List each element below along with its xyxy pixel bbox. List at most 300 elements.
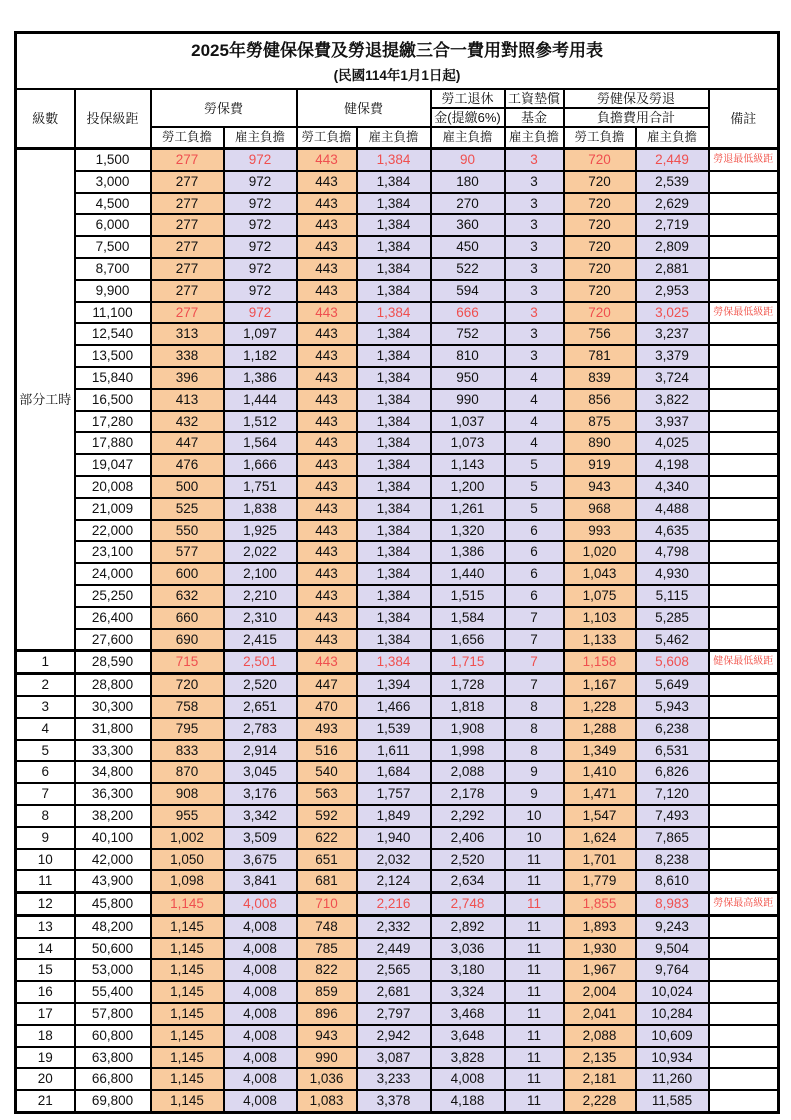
table-row: [16, 520, 779, 542]
header-pension-employer: 雇主負擔: [431, 127, 505, 149]
cell-total-employer: 5,943: [636, 696, 709, 718]
cell-pension-employer: 270: [431, 193, 505, 215]
cell-labor-employer: 3,509: [224, 827, 297, 849]
cell-pension-employer: 1,656: [431, 629, 505, 651]
cell-remark: [709, 740, 779, 762]
cell-health-employer: 2,032: [357, 849, 431, 871]
cell-pension-employer: 2,292: [431, 805, 505, 827]
cell-bracket: 20,008: [75, 476, 151, 498]
cell-wage-fund-employer: 3: [505, 171, 564, 193]
cell-level: 21: [16, 1090, 75, 1112]
cell-health-employer: 1,384: [357, 432, 431, 454]
fee-reference-table: [14, 31, 780, 1114]
cell-health-employer: 1,384: [357, 411, 431, 433]
cell-remark: [709, 696, 779, 718]
cell-health-employee: 443: [297, 193, 357, 215]
cell-health-employee: 443: [297, 585, 357, 607]
cell-wage-fund-employer: 3: [505, 193, 564, 215]
cell-total-employee: 1,043: [564, 563, 636, 585]
cell-total-employer: 4,340: [636, 476, 709, 498]
cell-remark: [709, 323, 779, 345]
cell-remark: [709, 674, 779, 696]
cell-labor-employee: 525: [151, 498, 224, 520]
cell-health-employer: 3,233: [357, 1068, 431, 1090]
cell-pension-employer: 1,818: [431, 696, 505, 718]
cell-health-employer: 1,384: [357, 607, 431, 629]
cell-total-employee: 720: [564, 193, 636, 215]
cell-bracket: 7,500: [75, 236, 151, 258]
cell-labor-employee: 715: [151, 651, 224, 674]
cell-labor-employer: 3,342: [224, 805, 297, 827]
cell-remark: [709, 411, 779, 433]
cell-labor-employee: 795: [151, 718, 224, 740]
cell-pension-employer: 810: [431, 345, 505, 367]
cell-total-employer: 8,983: [636, 893, 709, 916]
cell-total-employee: 781: [564, 345, 636, 367]
table-body: [16, 149, 779, 1113]
cell-bracket: 57,800: [75, 1003, 151, 1025]
cell-labor-employee: 338: [151, 345, 224, 367]
cell-wage-fund-employer: 11: [505, 1090, 564, 1112]
cell-health-employer: 1,384: [357, 193, 431, 215]
cell-total-employee: 1,075: [564, 585, 636, 607]
cell-total-employer: 7,493: [636, 805, 709, 827]
cell-total-employer: 4,025: [636, 432, 709, 454]
cell-health-employee: 443: [297, 280, 357, 302]
cell-labor-employer: 2,520: [224, 674, 297, 696]
cell-level: 15: [16, 959, 75, 981]
cell-remark: [709, 432, 779, 454]
cell-labor-employee: 500: [151, 476, 224, 498]
cell-health-employee: 443: [297, 476, 357, 498]
cell-health-employer: 1,384: [357, 563, 431, 585]
cell-level: 11: [16, 870, 75, 892]
cell-labor-employee: 277: [151, 258, 224, 280]
table-row: [16, 345, 779, 367]
cell-pension-employer: 3,324: [431, 981, 505, 1003]
cell-bracket: 31,800: [75, 718, 151, 740]
cell-labor-employee: 413: [151, 389, 224, 411]
cell-labor-employer: 2,415: [224, 629, 297, 651]
table-row: [16, 541, 779, 563]
cell-labor-employee: 660: [151, 607, 224, 629]
cell-total-employee: 2,041: [564, 1003, 636, 1025]
cell-pension-employer: 2,892: [431, 915, 505, 937]
cell-level: 10: [16, 849, 75, 871]
cell-bracket: 40,100: [75, 827, 151, 849]
cell-pension-employer: 1,728: [431, 674, 505, 696]
cell-remark: [709, 870, 779, 892]
table-row: [16, 236, 779, 258]
cell-remark: [709, 938, 779, 960]
cell-labor-employee: 313: [151, 323, 224, 345]
cell-health-employee: 896: [297, 1003, 357, 1025]
cell-labor-employee: 870: [151, 761, 224, 783]
cell-health-employee: 1,036: [297, 1068, 357, 1090]
cell-health-employee: 443: [297, 651, 357, 674]
cell-labor-employer: 972: [224, 214, 297, 236]
cell-total-employer: 6,826: [636, 761, 709, 783]
cell-total-employer: 2,953: [636, 280, 709, 302]
table-row: [16, 1090, 779, 1112]
cell-remark: [709, 1090, 779, 1112]
cell-health-employer: 3,378: [357, 1090, 431, 1112]
cell-health-employee: 990: [297, 1047, 357, 1069]
cell-health-employer: 1,384: [357, 149, 431, 171]
cell-pension-employer: 450: [431, 236, 505, 258]
cell-total-employer: 4,488: [636, 498, 709, 520]
cell-pension-employer: 3,180: [431, 959, 505, 981]
cell-remark: [709, 280, 779, 302]
cell-labor-employer: 972: [224, 280, 297, 302]
cell-labor-employee: 1,098: [151, 870, 224, 892]
cell-remark: [709, 585, 779, 607]
cell-health-employer: 2,332: [357, 915, 431, 937]
table-row: [16, 280, 779, 302]
table-row: [16, 585, 779, 607]
cell-wage-fund-employer: 7: [505, 607, 564, 629]
cell-remark: [709, 236, 779, 258]
cell-total-employer: 2,449: [636, 149, 709, 171]
cell-bracket: 53,000: [75, 959, 151, 981]
cell-bracket: 15,840: [75, 367, 151, 389]
cell-wage-fund-employer: 9: [505, 761, 564, 783]
cell-health-employer: 1,611: [357, 740, 431, 762]
cell-health-employer: 1,394: [357, 674, 431, 696]
cell-level: 9: [16, 827, 75, 849]
cell-remark: [709, 981, 779, 1003]
cell-total-employer: 11,585: [636, 1090, 709, 1112]
table-row: [16, 411, 779, 433]
cell-pension-employer: 666: [431, 302, 505, 324]
cell-labor-employee: 1,145: [151, 1047, 224, 1069]
cell-labor-employee: 690: [151, 629, 224, 651]
cell-labor-employer: 3,675: [224, 849, 297, 871]
cell-total-employee: 968: [564, 498, 636, 520]
cell-total-employer: 8,610: [636, 870, 709, 892]
cell-wage-fund-employer: 8: [505, 718, 564, 740]
cell-bracket: 11,100: [75, 302, 151, 324]
cell-total-employee: 720: [564, 302, 636, 324]
cell-level: 13: [16, 915, 75, 937]
cell-total-employer: 2,629: [636, 193, 709, 215]
table-row: [16, 563, 779, 585]
cell-health-employer: 1,384: [357, 258, 431, 280]
cell-bracket: 30,300: [75, 696, 151, 718]
cell-total-employee: 2,088: [564, 1025, 636, 1047]
cell-bracket: 45,800: [75, 893, 151, 916]
cell-health-employer: 1,384: [357, 345, 431, 367]
header-total-line1: 勞健保及勞退: [564, 89, 709, 108]
cell-total-employee: 2,004: [564, 981, 636, 1003]
cell-labor-employer: 972: [224, 171, 297, 193]
cell-total-employee: 1,158: [564, 651, 636, 674]
cell-labor-employee: 1,145: [151, 981, 224, 1003]
table-row: [16, 740, 779, 762]
header-total-employee: 勞工負擔: [564, 127, 636, 149]
cell-pension-employer: 1,715: [431, 651, 505, 674]
cell-wage-fund-employer: 7: [505, 674, 564, 696]
cell-health-employee: 822: [297, 959, 357, 981]
cell-total-employer: 9,504: [636, 938, 709, 960]
cell-bracket: 60,800: [75, 1025, 151, 1047]
cell-pension-employer: 1,261: [431, 498, 505, 520]
cell-pension-employer: 2,748: [431, 893, 505, 916]
cell-labor-employer: 2,914: [224, 740, 297, 762]
cell-total-employer: 10,024: [636, 981, 709, 1003]
cell-bracket: 24,000: [75, 563, 151, 585]
cell-wage-fund-employer: 6: [505, 563, 564, 585]
cell-total-employer: 4,798: [636, 541, 709, 563]
cell-bracket: 3,000: [75, 171, 151, 193]
cell-remark: [709, 1025, 779, 1047]
cell-remark: [709, 520, 779, 542]
cell-bracket: 33,300: [75, 740, 151, 762]
cell-total-employer: 7,865: [636, 827, 709, 849]
table-row: [16, 607, 779, 629]
cell-labor-employer: 4,008: [224, 938, 297, 960]
cell-labor-employer: 1,751: [224, 476, 297, 498]
cell-bracket: 19,047: [75, 454, 151, 476]
page-subtitle: (民國114年1月1日起): [333, 68, 461, 83]
table-row: [16, 454, 779, 476]
table-row: [16, 1047, 779, 1069]
table-row: [16, 1025, 779, 1047]
cell-total-employee: 1,103: [564, 607, 636, 629]
cell-health-employer: 2,942: [357, 1025, 431, 1047]
cell-pension-employer: 1,200: [431, 476, 505, 498]
cell-labor-employee: 1,145: [151, 938, 224, 960]
cell-total-employee: 1,167: [564, 674, 636, 696]
cell-wage-fund-employer: 7: [505, 629, 564, 651]
cell-wage-fund-employer: 6: [505, 541, 564, 563]
cell-total-employee: 1,701: [564, 849, 636, 871]
cell-labor-employee: 277: [151, 193, 224, 215]
cell-pension-employer: 90: [431, 149, 505, 171]
cell-level: 3: [16, 696, 75, 718]
cell-labor-employer: 4,008: [224, 981, 297, 1003]
cell-bracket: 17,280: [75, 411, 151, 433]
cell-bracket: 9,900: [75, 280, 151, 302]
cell-wage-fund-employer: 8: [505, 740, 564, 762]
cell-labor-employer: 3,841: [224, 870, 297, 892]
cell-pension-employer: 3,828: [431, 1047, 505, 1069]
cell-labor-employee: 1,145: [151, 1025, 224, 1047]
cell-remark: [709, 1068, 779, 1090]
cell-wage-fund-employer: 6: [505, 585, 564, 607]
cell-bracket: 42,000: [75, 849, 151, 871]
cell-labor-employer: 972: [224, 236, 297, 258]
cell-total-employer: 7,120: [636, 783, 709, 805]
cell-total-employee: 993: [564, 520, 636, 542]
cell-health-employer: 1,384: [357, 236, 431, 258]
header-remark: 備註: [709, 89, 779, 149]
table-row: [16, 149, 779, 171]
cell-remark: [709, 827, 779, 849]
cell-health-employee: 443: [297, 323, 357, 345]
cell-labor-employer: 2,501: [224, 651, 297, 674]
cell-wage-fund-employer: 11: [505, 981, 564, 1003]
cell-health-employee: 748: [297, 915, 357, 937]
table-row: [16, 629, 779, 651]
cell-health-employee: 443: [297, 367, 357, 389]
cell-level: 17: [16, 1003, 75, 1025]
table-row: [16, 805, 779, 827]
cell-wage-fund-employer: 3: [505, 345, 564, 367]
cell-labor-employee: 277: [151, 214, 224, 236]
header-bracket: 投保級距: [75, 89, 151, 149]
cell-wage-fund-employer: 11: [505, 1047, 564, 1069]
cell-level: 2: [16, 674, 75, 696]
cell-pension-employer: 4,188: [431, 1090, 505, 1112]
table-row: [16, 1068, 779, 1090]
cell-labor-employee: 758: [151, 696, 224, 718]
table-row: [16, 323, 779, 345]
cell-labor-employer: 972: [224, 302, 297, 324]
cell-total-employee: 875: [564, 411, 636, 433]
cell-total-employer: 10,934: [636, 1047, 709, 1069]
cell-health-employer: 1,466: [357, 696, 431, 718]
cell-pension-employer: 1,584: [431, 607, 505, 629]
cell-health-employee: 443: [297, 302, 357, 324]
cell-labor-employer: 2,651: [224, 696, 297, 718]
cell-total-employee: 2,181: [564, 1068, 636, 1090]
cell-labor-employee: 396: [151, 367, 224, 389]
cell-labor-employer: 1,838: [224, 498, 297, 520]
cell-health-employee: 1,083: [297, 1090, 357, 1112]
cell-wage-fund-employer: 6: [505, 520, 564, 542]
cell-health-employee: 443: [297, 411, 357, 433]
cell-health-employer: 1,384: [357, 214, 431, 236]
cell-pension-employer: 3,036: [431, 938, 505, 960]
cell-health-employer: 2,797: [357, 1003, 431, 1025]
cell-health-employee: 710: [297, 893, 357, 916]
cell-labor-employer: 1,182: [224, 345, 297, 367]
cell-remark: [709, 607, 779, 629]
cell-pension-employer: 1,073: [431, 432, 505, 454]
cell-labor-employee: 277: [151, 280, 224, 302]
cell-total-employer: 2,719: [636, 214, 709, 236]
cell-total-employee: 1,624: [564, 827, 636, 849]
table-row: [16, 432, 779, 454]
cell-total-employer: 4,930: [636, 563, 709, 585]
cell-total-employee: 1,547: [564, 805, 636, 827]
cell-health-employer: 2,216: [357, 893, 431, 916]
table-row: [16, 214, 779, 236]
cell-total-employee: 856: [564, 389, 636, 411]
cell-labor-employer: 4,008: [224, 1068, 297, 1090]
cell-pension-employer: 2,406: [431, 827, 505, 849]
table-row: [16, 783, 779, 805]
cell-total-employer: 5,285: [636, 607, 709, 629]
cell-remark: [709, 389, 779, 411]
cell-health-employer: 1,384: [357, 454, 431, 476]
cell-total-employer: 10,284: [636, 1003, 709, 1025]
cell-health-employee: 516: [297, 740, 357, 762]
cell-level: 12: [16, 893, 75, 916]
table-row: [16, 938, 779, 960]
cell-bracket: 50,600: [75, 938, 151, 960]
cell-wage-fund-employer: 7: [505, 651, 564, 674]
cell-remark: [709, 783, 779, 805]
cell-total-employer: 2,881: [636, 258, 709, 280]
header-total-line2: 負擔費用合計: [564, 108, 709, 127]
cell-total-employee: 720: [564, 236, 636, 258]
cell-labor-employer: 1,564: [224, 432, 297, 454]
cell-total-employee: 1,349: [564, 740, 636, 762]
cell-total-employer: 11,260: [636, 1068, 709, 1090]
cell-labor-employee: 955: [151, 805, 224, 827]
header-pension-line2: 金(提繳6%): [431, 108, 505, 127]
cell-labor-employer: 2,783: [224, 718, 297, 740]
cell-remark: [709, 1047, 779, 1069]
cell-remark: [709, 629, 779, 651]
cell-wage-fund-employer: 11: [505, 1025, 564, 1047]
header-wage-fund-employer: 雇主負擔: [505, 127, 564, 149]
cell-wage-fund-employer: 3: [505, 323, 564, 345]
cell-wage-fund-employer: 3: [505, 258, 564, 280]
table-row: [16, 827, 779, 849]
cell-labor-employer: 1,386: [224, 367, 297, 389]
cell-labor-employee: 432: [151, 411, 224, 433]
cell-total-employer: 6,238: [636, 718, 709, 740]
cell-remark: [709, 258, 779, 280]
cell-total-employer: 4,635: [636, 520, 709, 542]
cell-bracket: 66,800: [75, 1068, 151, 1090]
cell-health-employer: 1,384: [357, 367, 431, 389]
cell-labor-employee: 1,145: [151, 1003, 224, 1025]
table-row: [16, 849, 779, 871]
cell-health-employer: 2,449: [357, 938, 431, 960]
cell-level: 14: [16, 938, 75, 960]
cell-bracket: 48,200: [75, 915, 151, 937]
header-health-insurance: 健保費: [297, 89, 431, 127]
table-row: [16, 498, 779, 520]
table-row: [16, 870, 779, 892]
cell-wage-fund-employer: 3: [505, 280, 564, 302]
cell-remark: [709, 849, 779, 871]
cell-labor-employee: 1,145: [151, 1068, 224, 1090]
cell-health-employee: 443: [297, 498, 357, 520]
cell-total-employer: 4,198: [636, 454, 709, 476]
cell-health-employer: 1,849: [357, 805, 431, 827]
cell-health-employee: 859: [297, 981, 357, 1003]
cell-remark: [709, 454, 779, 476]
cell-labor-employee: 1,145: [151, 1090, 224, 1112]
cell-pension-employer: 594: [431, 280, 505, 302]
cell-health-employee: 443: [297, 454, 357, 476]
cell-wage-fund-employer: 11: [505, 893, 564, 916]
cell-health-employee: 540: [297, 761, 357, 783]
cell-total-employee: 720: [564, 280, 636, 302]
cell-remark: [709, 214, 779, 236]
cell-remark: 勞保最低級距: [709, 302, 779, 324]
cell-wage-fund-employer: 3: [505, 236, 564, 258]
cell-health-employer: 2,565: [357, 959, 431, 981]
cell-health-employer: 1,384: [357, 476, 431, 498]
cell-labor-employee: 1,145: [151, 893, 224, 916]
cell-remark: [709, 915, 779, 937]
cell-total-employer: 5,115: [636, 585, 709, 607]
cell-health-employer: 1,384: [357, 498, 431, 520]
cell-pension-employer: 990: [431, 389, 505, 411]
cell-labor-employee: 277: [151, 171, 224, 193]
cell-labor-employee: 277: [151, 149, 224, 171]
cell-health-employee: 443: [297, 629, 357, 651]
cell-labor-employee: 1,002: [151, 827, 224, 849]
cell-health-employee: 493: [297, 718, 357, 740]
cell-labor-employer: 2,100: [224, 563, 297, 585]
